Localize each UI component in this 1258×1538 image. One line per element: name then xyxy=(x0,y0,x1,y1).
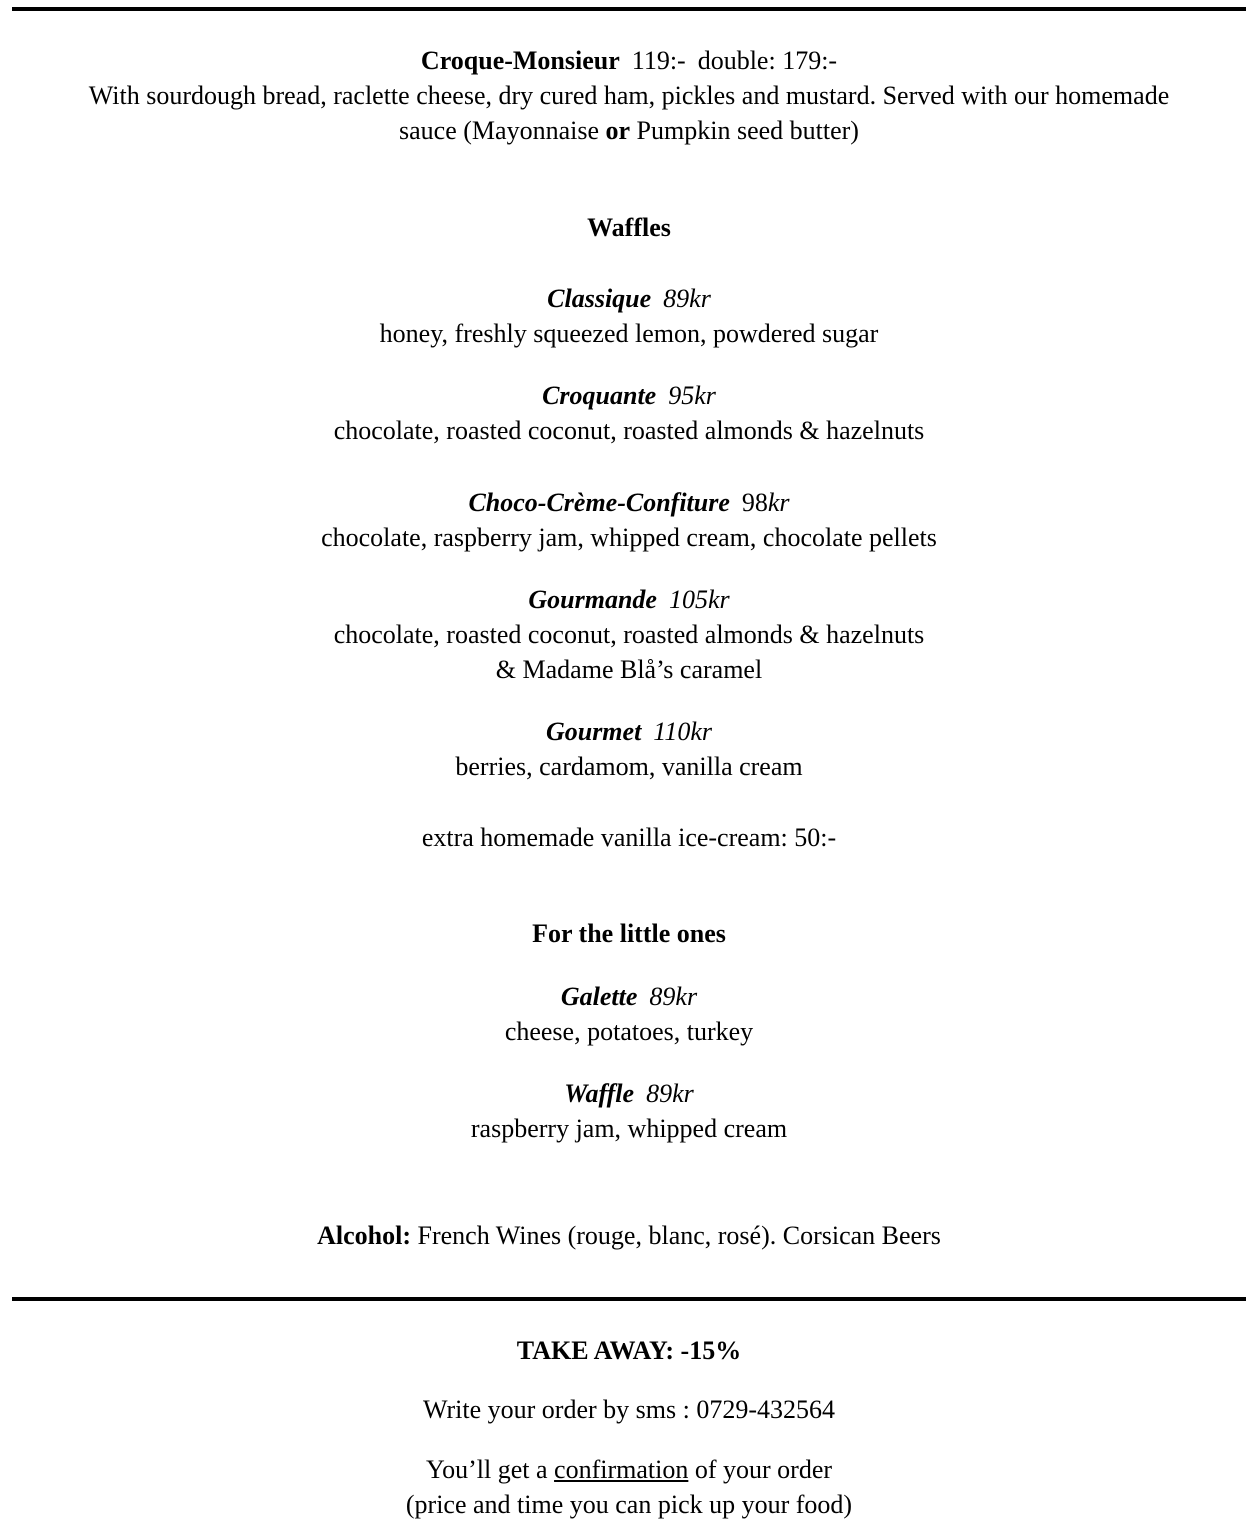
waffles-heading: Waffles xyxy=(587,213,671,242)
alcohol-text: French Wines (rouge, blanc, rosé). Corsican Beers xyxy=(411,1221,941,1250)
menu-item-gourmet xyxy=(0,714,1258,784)
item-name: Classique xyxy=(547,284,652,313)
item-price: 89kr xyxy=(646,1079,694,1108)
menu-item-choco-creme-confiture xyxy=(0,485,1258,555)
item-price: 89kr xyxy=(649,982,698,1011)
item-name: Waffle xyxy=(564,1079,635,1108)
item-description: cheese, potatoes, turkey xyxy=(504,1017,754,1046)
takeaway-divider xyxy=(12,1297,1246,1301)
item-description: honey, freshly squeezed lemon, powdered sugar xyxy=(379,319,879,348)
item-title xyxy=(0,281,1258,316)
croque-double-price: double: 179:- xyxy=(697,46,838,75)
confirmation-link[interactable]: confirmation xyxy=(554,1455,689,1484)
croque-monsieur-section xyxy=(0,43,1258,148)
menu-item-waffle-kids xyxy=(0,1076,1258,1146)
item-price: 110kr xyxy=(653,717,713,746)
top-divider xyxy=(12,7,1246,11)
little-ones-heading: For the little ones xyxy=(532,919,726,948)
item-title xyxy=(0,485,1258,520)
item-name: Choco-Crème-Confiture xyxy=(468,488,730,517)
item-price-number: 98 xyxy=(741,488,768,517)
extra-ice-cream: extra homemade vanilla ice-cream: 50:- xyxy=(421,823,837,852)
item-name: Gourmande xyxy=(528,585,657,614)
confirmation-text: You’ll get a xyxy=(425,1455,555,1484)
item-title xyxy=(0,582,1258,617)
menu-item-gourmande xyxy=(0,582,1258,687)
item-price-unit: kr xyxy=(767,488,790,517)
confirmation-line xyxy=(0,1452,1258,1487)
item-name: Galette xyxy=(560,982,638,1011)
alcohol-label: Alcohol: xyxy=(317,1221,411,1250)
item-description: raspberry jam, whipped cream xyxy=(470,1114,788,1143)
croque-price: 119:- xyxy=(631,46,686,75)
croque-sauce-line xyxy=(0,113,1258,148)
croque-name: Croque-Monsieur xyxy=(420,46,620,75)
menu-item-classique xyxy=(0,281,1258,351)
item-price: 95kr xyxy=(668,381,716,410)
item-description: chocolate, raspberry jam, whipped cream, chocolate pellets xyxy=(321,523,937,552)
item-description: chocolate, roasted coconut, roasted almonds & hazelnuts xyxy=(333,620,925,649)
croque-title-line xyxy=(0,43,1258,78)
croque-sauce-text-2: Pumpkin seed butter) xyxy=(630,116,859,145)
item-title xyxy=(0,979,1258,1014)
item-name: Gourmet xyxy=(545,717,642,746)
item-name: Croquante xyxy=(542,381,657,410)
menu-item-croquante xyxy=(0,378,1258,448)
croque-sauce-or: or xyxy=(605,116,631,145)
item-title xyxy=(0,714,1258,749)
item-title xyxy=(0,378,1258,413)
takeaway-sms: Write your order by sms : 0729-432564 xyxy=(422,1395,835,1424)
item-description-2: & Madame Blå’s caramel xyxy=(495,655,763,684)
item-price: 89kr xyxy=(663,284,711,313)
item-description: berries, cardamom, vanilla cream xyxy=(455,752,803,781)
menu-item-galette xyxy=(0,979,1258,1049)
item-price: 105kr xyxy=(668,585,730,614)
confirmation-note: (price and time you can pick up your food) xyxy=(405,1490,853,1519)
takeaway-confirmation xyxy=(0,1452,1258,1522)
takeaway-heading: TAKE AWAY: -15% xyxy=(516,1336,742,1365)
croque-description: With sourdough bread, raclette cheese, dry cured ham, pickles and mustard. Served with our homemade xyxy=(88,81,1170,110)
confirmation-text-2: of your order xyxy=(688,1455,833,1484)
item-title xyxy=(0,1076,1258,1111)
alcohol-line xyxy=(0,1218,1258,1253)
item-description: chocolate, roasted coconut, roasted almonds & hazelnuts xyxy=(333,416,925,445)
croque-sauce-text: sauce (Mayonnaise xyxy=(399,116,606,145)
